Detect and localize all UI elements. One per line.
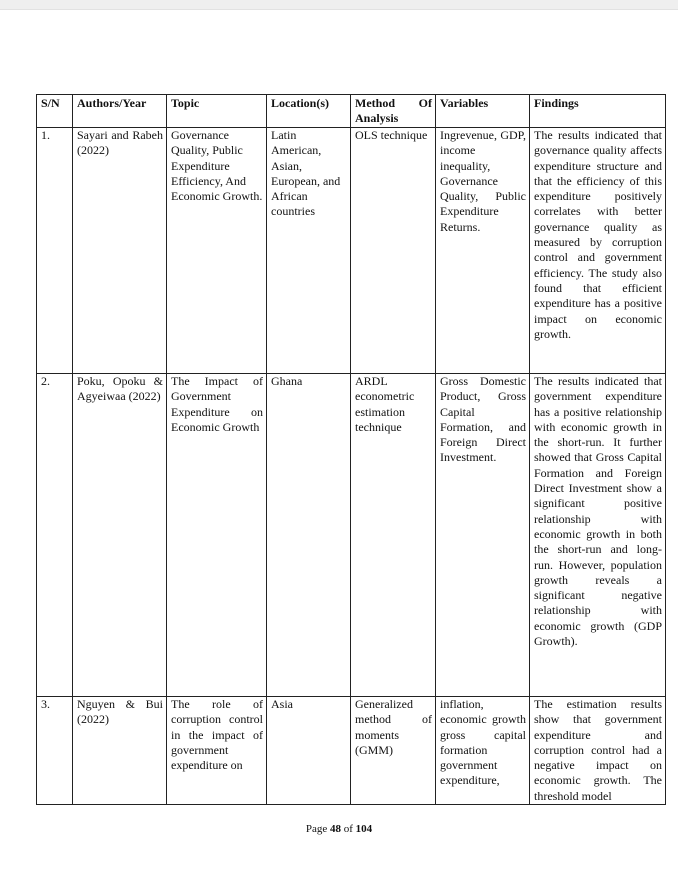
table-row [37,697,666,805]
table-header-row [37,95,666,128]
header-sn: S/N [37,95,73,128]
page-number [0,823,678,835]
viewer-top-bar [0,0,678,10]
cell-method: Generalized method of moments (GMM) [351,697,436,805]
cell-authors: Poku, Opoku & Agyeiwaa (2022) [73,374,167,697]
table-row [37,128,666,374]
cell-variables: inflation, economic growth gross capital formation government expenditure, [436,697,530,805]
literature-review-table [36,94,666,805]
cell-sn: 1. [37,128,73,374]
cell-location: Latin American, Asian, European, and African countries [267,128,351,374]
current-page: 48 [329,823,341,835]
page-prefix: Page [305,823,328,835]
cell-authors: Sayari and Rabeh (2022) [73,128,167,374]
cell-method: ARDL econometric estimation technique [351,374,436,697]
table-row [37,374,666,697]
header-topic: Topic [167,95,267,128]
total-pages: 104 [355,823,373,835]
cell-findings: The results indicated that governance quality affects expenditure structure and that the efficiency of this expenditure positively correlates with better governance quality as measured by corruption control and government efficiency. The study also found that efficient expenditure has a positive impact on economic growth. [530,128,666,374]
cell-topic: Governance Quality, Public Expenditure Efficiency, And Economic Growth. [167,128,267,374]
cell-sn: 2. [37,374,73,697]
header-findings: Findings [530,95,666,128]
cell-location: Asia [267,697,351,805]
header-location: Location(s) [267,95,351,128]
cell-method: OLS technique [351,128,436,374]
cell-variables: Ingrevenue, GDP, income inequality, Governance Quality, Public Expenditure Returns. [436,128,530,374]
cell-topic: The role of corruption control in the impact of government expenditure on [167,697,267,805]
cell-findings: The estimation results show that government expenditure and corruption control had a negative impact on economic growth. The threshold model [530,697,666,805]
cell-variables: Gross Domestic Product, Gross Capital Formation, and Foreign Direct Investment. [436,374,530,697]
header-authors: Authors/Year [73,95,167,128]
header-variables: Variables [436,95,530,128]
cell-topic: The Impact of Government Expenditure on Economic Growth [167,374,267,697]
cell-location: Ghana [267,374,351,697]
cell-sn: 3. [37,697,73,805]
header-method: Method Of Analysis [351,95,436,128]
cell-findings: The results indicated that government expenditure has a positive relationship with economic growth in the short-run. It further showed that Gross Capital Formation and Foreign Direct Investment show a significant positive relationship with economic growth in both the short-run and long-run. However, population growth reveals a significant negative relationship with economic growth (GDP Growth). [530,374,666,697]
cell-authors: Nguyen & Bui (2022) [73,697,167,805]
page-of: of [343,823,353,835]
